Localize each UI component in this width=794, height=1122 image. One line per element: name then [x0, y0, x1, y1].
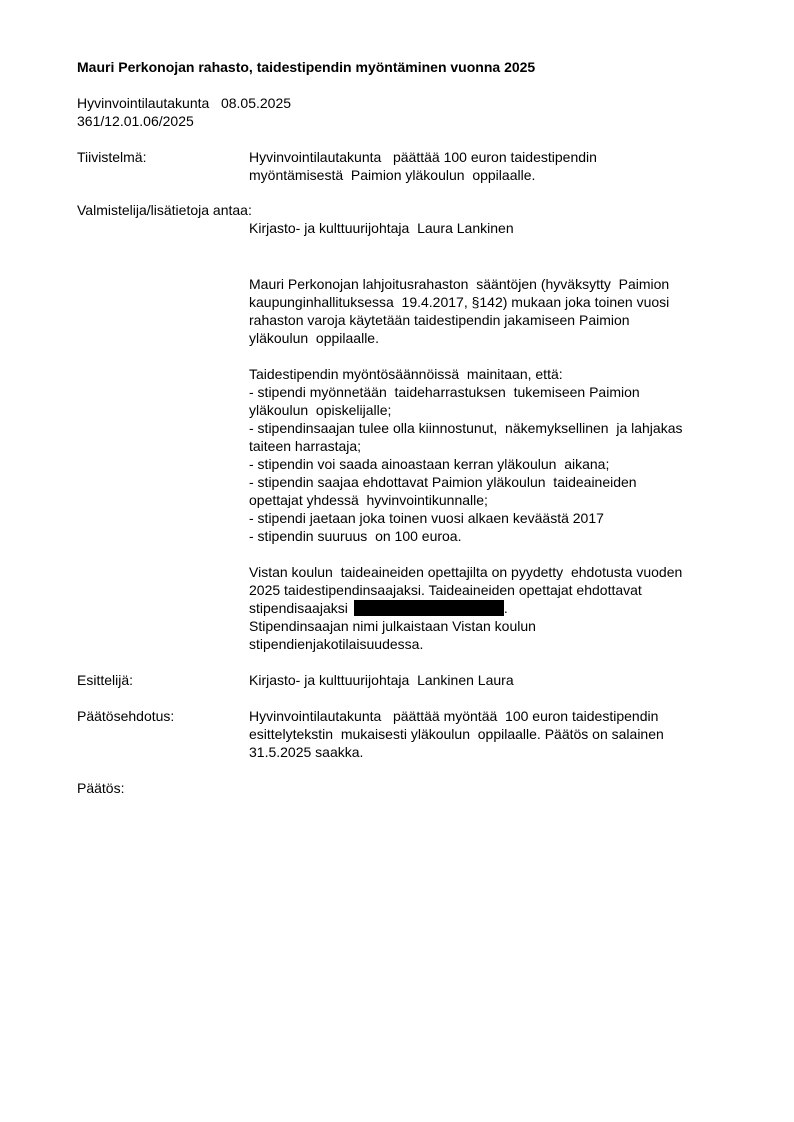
body-line: Mauri Perkonojan lahjoitusrahaston sääntöjen (hyväksytty Paimion [249, 276, 670, 292]
document-title: Mauri Perkonojan rahasto, taidestipendin myöntäminen vuonna 2025 [77, 59, 536, 75]
document-page [77, 58, 737, 797]
body-line: opettajat yhdessä hyvinvointikunnalle; [249, 492, 488, 508]
body-line: - stipendin voi saada ainoastaan kerran yläkoulun aikana; [249, 456, 610, 472]
summary-section [77, 148, 737, 184]
preparer-label: Valmistelija/lisätietoja antaa: [77, 202, 252, 218]
decision-label: Päätös: [77, 780, 125, 796]
summary-line: Hyvinvointilautakunta päättää 100 euron taidestipendin [249, 149, 597, 165]
body-line: stipendienjakotilaisuudessa. [249, 636, 424, 652]
body-paragraph-1 [249, 275, 737, 347]
body-line: yläkoulun opiskelijalle; [249, 402, 392, 418]
body-line: Stipendinsaajan nimi julkaistaan Vistan koulun [249, 618, 536, 634]
body-line: rahaston varoja käytetään taidestipendin jakamiseen Paimion [249, 312, 630, 328]
preparer-value: Kirjasto- ja kulttuurijohtaja Laura Lankinen [249, 220, 514, 236]
proposal-text [249, 707, 737, 761]
decision-section [77, 779, 737, 797]
redaction-block [354, 600, 504, 616]
proposal-section [77, 707, 737, 761]
document-meta [77, 94, 737, 130]
summary-label: Tiivistelmä: [77, 149, 147, 165]
presenter-value: Kirjasto- ja kulttuurijohtaja Lankinen Laura [249, 672, 514, 688]
body-line: - stipendin suuruus on 100 euroa. [249, 528, 462, 544]
proposal-line: 31.5.2025 saakka. [249, 744, 364, 760]
body-line: Taidestipendin myöntösäännöissä mainitaan, että: [249, 366, 563, 382]
summary-line: myöntämisestä Paimion yläkoulun oppilaalle. [249, 167, 536, 183]
body-paragraph-2 [249, 365, 737, 545]
redaction-suffix: . [503, 600, 508, 616]
body-line: taiteen harrastaja; [249, 438, 362, 454]
body-paragraph-3 [249, 563, 737, 653]
body-line [249, 599, 737, 617]
body-line: - stipendi jaetaan joka toinen vuosi alkaen keväästä 2017 [249, 510, 604, 526]
presenter-section [77, 671, 737, 689]
body-line: 2025 taidestipendinsaajaksi. Taideaineiden opettajat ehdottavat [249, 582, 642, 598]
meta-board-date: Hyvinvointilautakunta 08.05.2025 [77, 95, 292, 111]
body-text [77, 275, 737, 653]
proposal-line: esittelytekstin mukaisesti yläkoulun oppilaalle. Päätös on salainen [249, 726, 664, 742]
proposal-label: Päätösehdotus: [77, 708, 175, 724]
body-line: Vistan koulun taideaineiden opettajilta on pyydetty ehdotusta vuoden [249, 564, 683, 580]
presenter-label: Esittelijä: [77, 672, 134, 688]
summary-text [249, 148, 737, 184]
redaction-prefix: stipendisaajaksi [249, 600, 348, 616]
body-line: yläkoulun oppilaalle. [249, 330, 379, 346]
preparer-section [77, 201, 737, 237]
meta-record-number: 361/12.01.06/2025 [77, 113, 194, 129]
body-line: kaupunginhallituksessa 19.4.2017, §142) mukaan joka toinen vuosi [249, 294, 670, 310]
body-line: - stipendinsaajan tulee olla kiinnostunut, näkemyksellinen ja lahjakas [249, 420, 683, 436]
proposal-line: Hyvinvointilautakunta päättää myöntää 100 euron taidestipendin [249, 708, 659, 724]
body-line: - stipendi myönnetään taideharrastuksen tukemiseen Paimion [249, 384, 640, 400]
body-line: - stipendin saajaa ehdottavat Paimion yläkoulun taideaineiden [249, 474, 637, 490]
